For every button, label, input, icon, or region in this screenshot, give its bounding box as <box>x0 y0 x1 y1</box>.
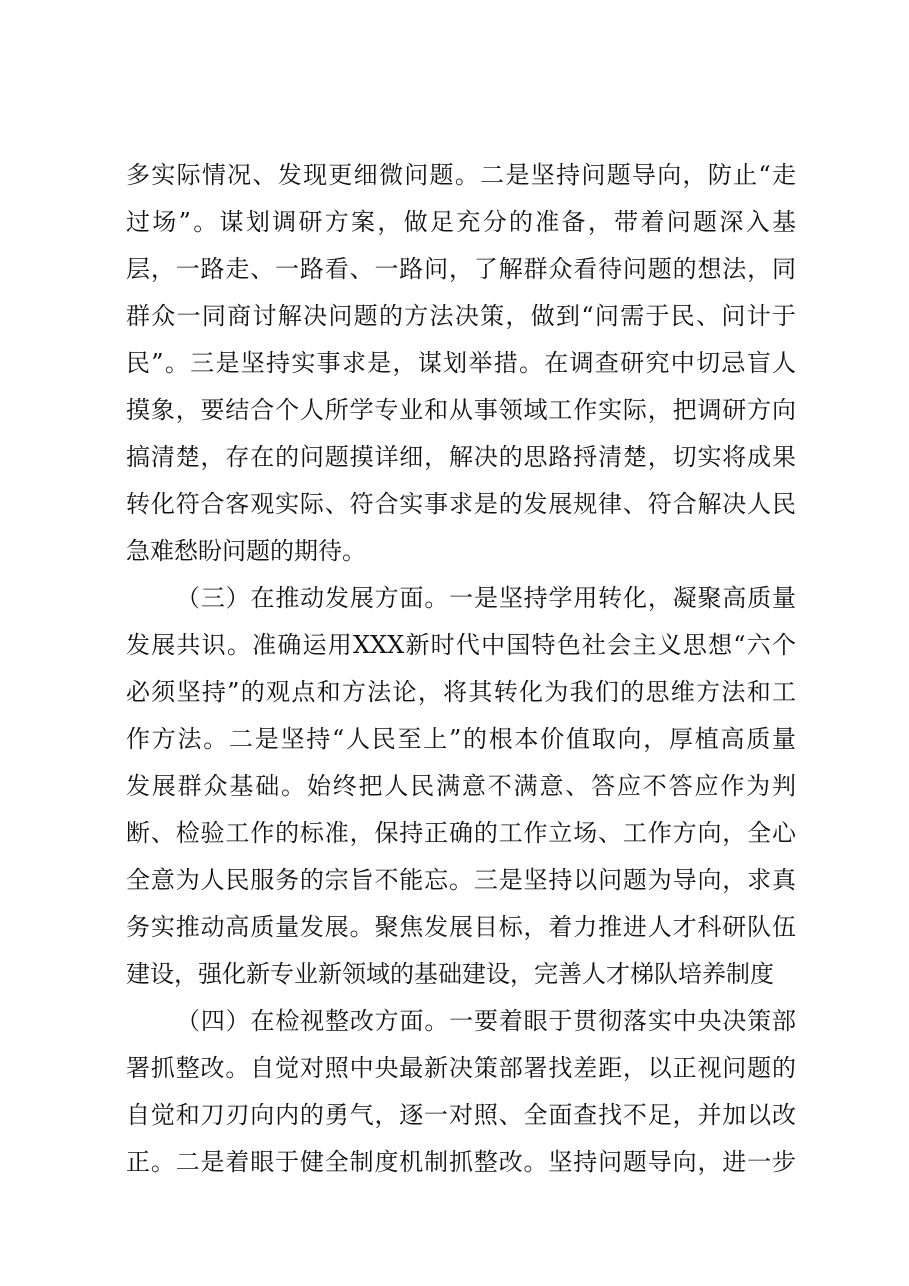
text-line: 建设，强化新专业新领域的基础建设，完善人才梯队培养制度 <box>126 960 774 988</box>
text-line: 必须坚持”的观点和方法论，将其转化为我们的思维方法和工 <box>126 678 796 706</box>
section-heading-line: （四）在检视整改方面。一要着眼于贯彻落实中央决策部 <box>176 1007 796 1035</box>
text-line: 过场”。谋划调研方案，做足充分的准备，带着问题深入基 <box>126 208 796 236</box>
text-line: 署抓整改。自觉对照中央最新决策部署找差距，以正视问题的 <box>126 1054 796 1082</box>
text-line: 自觉和刀刃向内的勇气，逐一对照、全面查找不足，并加以改 <box>126 1101 796 1129</box>
text-line: 民”。三是坚持实事求是，谋划举措。在调查研究中切忌盲人 <box>126 349 796 377</box>
text-line: 急难愁盼问题的期待。 <box>126 537 366 565</box>
text-line: 断、检验工作的标准，保持正确的工作立场、工作方向，全心 <box>126 819 796 847</box>
text-line: 群众一同商讨解决问题的方法决策，做到“问需于民、问计于 <box>126 302 796 330</box>
text-line: 务实推动高质量发展。聚焦发展目标，着力推进人才科研队伍 <box>126 913 796 941</box>
text-line: 多实际情况、发现更细微问题。二是坚持问题导向，防止“走 <box>126 161 796 189</box>
text-line: 转化符合客观实际、符合实事求是的发展规律、符合解决人民 <box>126 490 796 518</box>
text-line: 全意为人民服务的宗旨不能忘。三是坚持以问题为导向，求真 <box>126 866 796 894</box>
section-heading-line: （三）在推动发展方面。一是坚持学用转化，凝聚高质量 <box>176 584 796 612</box>
text-line: 搞清楚，存在的问题摸详细，解决的思路捋清楚，切实将成果 <box>126 443 796 471</box>
text-line: 发展群众基础。始终把人民满意不满意、答应不答应作为判 <box>126 772 796 800</box>
text-line: 正。二是着眼于健全制度机制抓整改。坚持问题导向，进一步 <box>126 1148 796 1176</box>
text-line: 层，一路走、一路看、一路问，了解群众看待问题的想法，同 <box>126 255 796 283</box>
text-line: 摸象，要结合个人所学专业和从事领域工作实际，把调研方向 <box>126 396 796 424</box>
text-line: 发展共识。准确运用XXX新时代中国特色社会主义思想“六个 <box>126 631 796 659</box>
text-line: 作方法。二是坚持“人民至上”的根本价值取向，厚植高质量 <box>126 725 796 753</box>
